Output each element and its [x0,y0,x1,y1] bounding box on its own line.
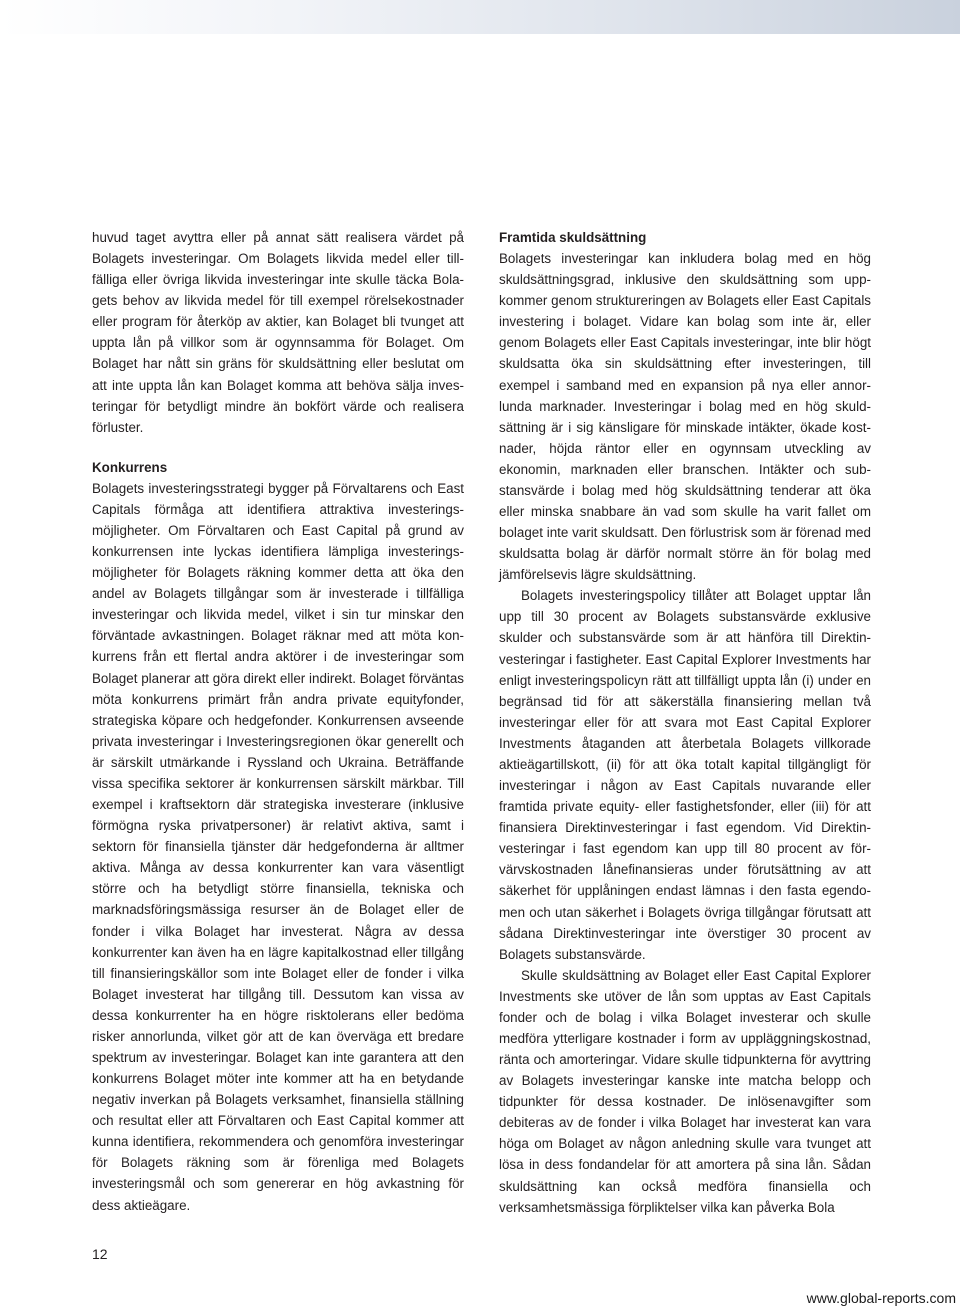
section-heading-konkurrens: Konkurrens [92,459,168,475]
body-paragraph: Skulle skuldsättning av Bolaget eller East Capital Explorer Investments ske utöver de lån som upptas av East Capitals fonder och de bolag i vilka Bolaget investerar och skulle medföra ytterligare kostnader i form av uppläggningskostnad, ränta och amorteringar. Vidare skulle tidpunkterna för avyttring av Bolagets investeringar kanske inte matcha belopp och tidpunkter för dessa kostnader. De inlösenavgifter som debiteras av de fonder i vilka Bolaget har investerat kan vara höga om Bolaget av någon anledning skulle vara tvunget att lösa in dess fondandelar för att amortera på sina lån. Sådan skuldsättning kan också medföra finansiella och verksamhetsmässiga förpliktelser vilka kan påverka Bola [499,967,871,1215]
body-paragraph: Bolagets investeringsstrategi bygger på Förvaltarens och East Capitals förmåga att identifiera attraktiva investeringsmöjligheter. Om Förvaltaren och East Capital på grund av konkurrensen inte lyckas identifiera lämpliga investeringsmöjligheter för Bolagets räkning kommer detta att öka den andel av Bolagets tillgångar som är investerade i tillfälliga investeringar och likvida medel, vilket i sin tur minskar den förväntade avkastningen. Bolaget räknar med att möta konkurrens från ett flertal andra aktörer i de investeringar som Bolaget planerar att göra direkt eller indirekt. Bolaget förväntas möta konkurrens primärt från andra private equityfonder, strategiska köpare och hedgefonder. Konkurrensen avseende privata investeringar i Investeringsregionen ökar generellt och är särskilt utmärkande i Ryssland och Ukraina. Beträffande vissa specifika sektorer är konkurrensen särskilt märkbar. Till exempel i kraftsektorn där strategiska investerare (inklusive förmögna ryska privatpersoner) är relativt aktiva, samt i sektorn för finansiella tjänster där hedgefonderna är alltmer aktiva. Många av dessa konkurrenter kan vara väsentligt större och ha betydligt större finansiella, tekniska och marknadsföringsmässiga resurser än de Bolaget eller de fonder i vilka Bolaget har investerat. Några av dessa konkurrenter kan även ha en lägre kapitalkostnad eller tillgång till finansieringskällor som inte Bolaget eller de fonder i vilka Bolaget investerat har tillgång till. Dessutom kan vissa av dessa konkurrenter ha en högre risktolerans eller bedöma risker annorlunda, vilket gör att de kan överväga ett bredare spektrum av investeringar. Bolaget kan inte garantera att den konkurrens Bolaget möter inte kommer att ha en betydande negativ inverkan på Bolagets verksamhet, finansiella ställning och resultat eller att Förvaltaren och East Capital kommer att kunna identifiera, rekommendera och genomföra investeringar för Bolagets räkning som är förenliga med Bolagets investeringsmål och som genererar en hög avkastning för dess aktieägare. [92,480,464,1213]
footer-url-link[interactable]: www.global-reports.com [806,1290,956,1306]
body-paragraph: huvud taget avyttra eller på annat sätt realisera värdet på Bolagets investeringar. Om Bolagets likvida medel eller tillfälliga eller övriga likvida investeringar inte skulle täcka Bolagets behov av likvida medel för till exempel rörelsekostnader eller program för återköp av aktier, kan Bolaget bli tvunget att uppta lån på villkor som är ogynnsamma för Bolaget. Om Bolaget har nått sin gräns för skuldsättning eller beslutat om att inte uppta lån kan Bolaget komma att behöva sälja investeringar för betydligt mindre än bokfört värde och realisera förluster. [92,230,464,435]
header-gradient-bar [0,0,960,34]
section-heading-framtida-skuldsattning: Framtida skuldsättning [499,230,647,245]
right-column [499,227,871,1218]
page-number: 12 [92,1246,108,1262]
body-paragraph: Bolagets investeringar kan inkludera bolag med en hög skuldsättningsgrad, inklusive den skuldsättning som uppkommer genom struktureringen av Bolagets eller East Capitals investering i bolaget. Vidare kan bolag som inte är, eller genom Bolagets eller East Capitals investeringar, inte blir högt skuldsatta öka sin skuldsättning efter investeringen, till exempel i samband med en expansion på nya eller annorlunda marknader. Investeringar i bolag med en hög skuldsättning är i sig känsligare för minskade intäkter, ökade kostnader, höjda räntor eller en ogynnsam utveckling av ekonomin, marknaden eller branschen. Intäkter och substansvärde i bolag med hög skuldsättning tenderar att öka eller minska snabbare än vad som skulle ha varit fallet om bolaget inte varit skuldsatt. Den förlustrisk som är förenad med skuldsatta bolag är därför normalt större än för bolag med jämförelsevis lägre skuldsättning. [499,251,871,583]
left-column [92,227,464,1216]
body-paragraph: Bolagets investeringspolicy tillåter att Bolaget upptar lån upp till 30 procent av Bolagets substansvärde exklusive skulder och substansvärde som är att hänföra till Direktinvesteringar i fastigheter. East Capital Explorer Investments har enligt investeringspolicyn rätt att tillfälligt uppta lån (i) under en begränsad tid för att säkerställa finansiering mellan två investeringar eller för att svara mot East Capital Explorer Investments åtaganden att återbetala Bolagets villkorade aktieägartillskott, (ii) för att öka totalt kapital tillgängligt för investeringar i någon av East Capitals nuvarande eller framtida private equity- eller fastighetsfonder, eller (iii) för att finansiera Direktinvesteringar i fast egendom. Vid Direktinvesteringar i fast egendom kan upp till 80 procent av förvärvskostnaden lånefinansieras under förutsättning av att säkerhet för upplåningen endast lämnas i den fasta egendomen och utan säkerhet i Bolagets övriga tillgångar förutsatt att sådana Direktinvesteringar inte överstiger 30 procent av Bolagets substansvärde. [499,588,871,962]
